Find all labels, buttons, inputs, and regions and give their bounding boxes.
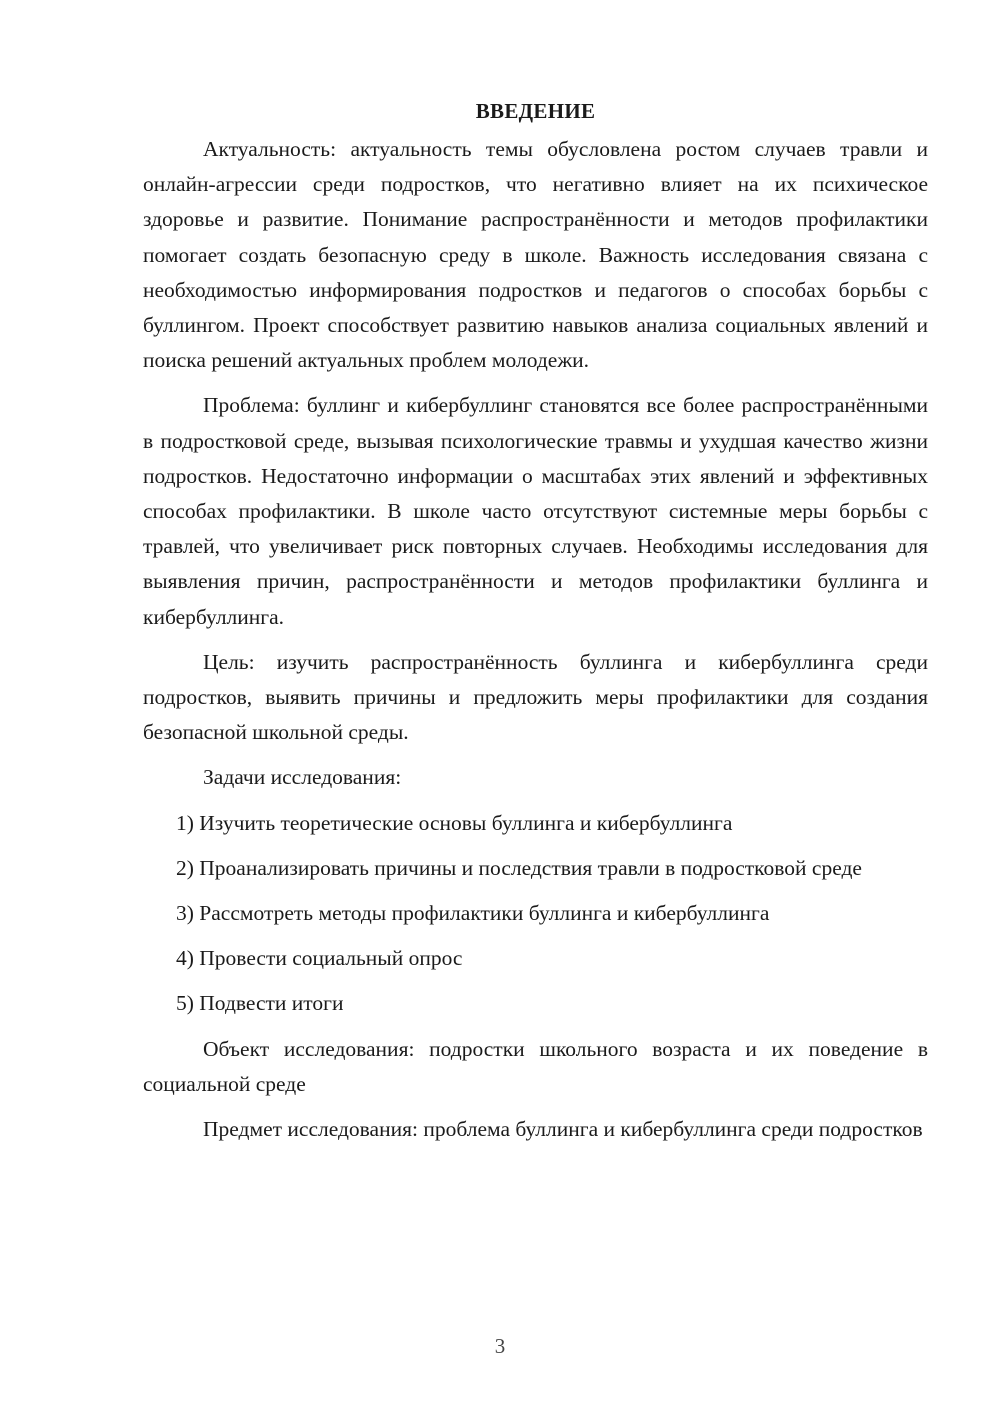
page-heading: ВВЕДЕНИЕ bbox=[475, 99, 596, 123]
subject-paragraph: Предмет исследования: проблема буллинга и кибербуллинга среди подростков bbox=[203, 1117, 923, 1142]
goal-paragraph: Цель: изучить распространённость буллинга и кибербуллинга среди подростков, выявить причины и предложить меры профилактики для создания безопасной школьной среды. bbox=[143, 649, 928, 745]
relevance-paragraph: Актуальность: актуальность темы обусловлена ростом случаев травли и онлайн-агрессии среди подростков, что негативно влияет на их психическое здоровье и развитие. Понимание распространённости и методов профилактики помогает создать безопасную среду в школе. Важность исследования связана с необходимостью информирования подростков и педагогов о способах борьбы с буллингом. Проект способствует развитию навыков анализа социальных явлений и поиска решений актуальных проблем молодежи. bbox=[143, 137, 928, 373]
page-number: 3 bbox=[494, 1334, 506, 1358]
object-paragraph: Объект исследования: подростки школьного возраста и их поведение в социальной среде bbox=[143, 1036, 928, 1096]
task-item-4: 4) Провести социальный опрос bbox=[176, 946, 463, 971]
task-item-2: 2) Проанализировать причины и последствия травли в подростковой среде bbox=[176, 855, 862, 880]
problem-paragraph: Проблема: буллинг и кибербуллинг становятся все более распространёнными в подростковой среде, вызывая психологические травмы и ухудшая качество жизни подростков. Недостаточно информации о масштабах этих явлений и эффективных способах профилактики. В школе часто отсутствуют системные меры борьбы с травлей, что увеличивает риск повторных случаев. Необходимы исследования для выявления причин, распространённости и методов профилактики буллинга и кибербуллинга. bbox=[143, 393, 928, 629]
task-item-5: 5) Подвести итоги bbox=[176, 991, 344, 1016]
task-item-3: 3) Рассмотреть методы профилактики буллинга и кибербуллинга bbox=[176, 901, 770, 926]
tasks-title: Задачи исследования: bbox=[203, 765, 402, 790]
task-item-1: 1) Изучить теоретические основы буллинга и кибербуллинга bbox=[176, 810, 733, 835]
page-content bbox=[143, 96, 928, 1147]
